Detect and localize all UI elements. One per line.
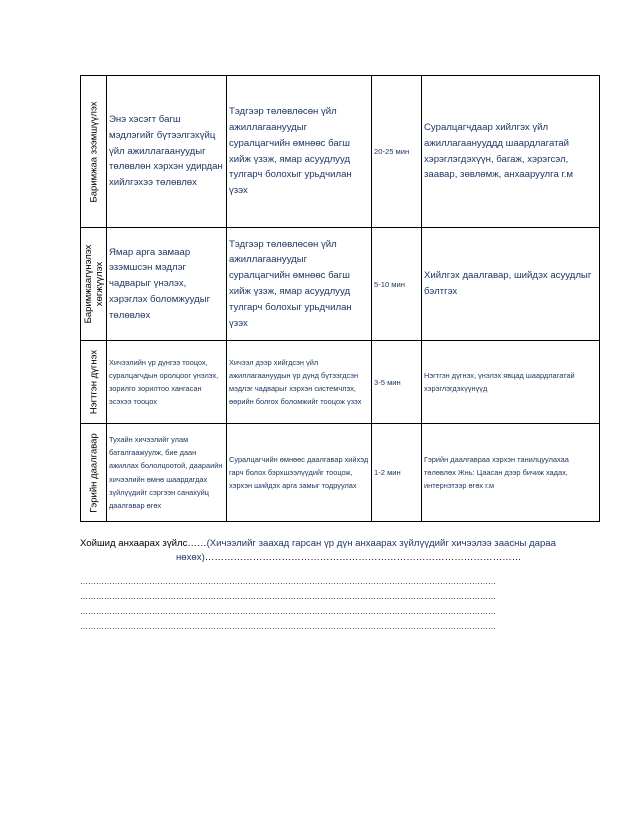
dotted-line: ………………………………………………………………………………………………………………………………………… (80, 577, 496, 586)
stage-cell (81, 341, 107, 424)
stage-cell (81, 424, 107, 522)
stage-label: Гэрийн даалгавар (88, 432, 99, 513)
table-row (81, 341, 600, 424)
lesson-plan-table (80, 75, 600, 522)
resources-cell: Хийлгэх даалгавар, шийдэх асуудлыг бэлтгэх (422, 228, 600, 341)
table-row (81, 76, 600, 228)
future-notes-ellipsis: …… (187, 538, 207, 549)
future-notes-label: Хойшид анхаарах зүйлс (80, 538, 188, 549)
goal-cell: Ямар арга замаар эзэмшсэн мэдлэг чадварыг үнэлэх, хэрэглэх боломжуудыг төлөвлөх (107, 228, 227, 341)
time-cell: 1-2 мин (372, 424, 422, 522)
resources-cell: Нэгтгэн дүгнэх, үнэлэх явцад шаардлагатай хэрэглэгдэхүүнүүд (422, 341, 600, 424)
activity-cell: Тэдгээр төлөвлөсөн үйл ажиллагаануудыг суралцагчийн өмнөөс багш хийж үзэж, ямар асуудлууд тулгарч болохыг урьдчилан үзэх (227, 228, 372, 341)
table-row (81, 424, 600, 522)
stage-label: Нэгтгэн дүгнэх (88, 349, 99, 415)
dotted-line: ………………………………………………………………………………………………………………………………………… (80, 607, 496, 616)
dotted-line: ………………………………………………………………………………………………………………………………………… (80, 622, 496, 631)
table-row (81, 228, 600, 341)
activity-cell: Тэдгээр төлөвлөсөн үйл ажиллагаануудыг суралцагчийн өмнөөс багш хийж үзэж, ямар асуудлууд тулгарч болохыг урьдчилан үзэх (227, 76, 372, 228)
goal-cell: Тухайн хичээлийг улам баталгаажуулж, бие даан ажиллах бололцоотой, даараийн хичээлийн өмнө шаардагдах зүйлүүдийг сэргээн санахуйц даалгавар өгөх (107, 424, 227, 522)
goal-cell: Энэ хэсэгт багш мэдлэгийг бүтээлгэхүйц үйл ажиллагаануудыг төлөвлөн хэрхэн удирдан хийлгэхээ төлөвлөх (107, 76, 227, 228)
time-cell: 5-10 мин (372, 228, 422, 341)
dotted-line: ………………………………………………………………………………………………………………………………………… (80, 592, 496, 601)
future-notes-heading (80, 537, 610, 565)
goal-cell: Хичээлийн үр дүнгээ тооцох, суралцагчдын оролцоог үнэлэх, зорилго зорилтоо хангасан эсэхээ тооцох (107, 341, 227, 424)
resources-cell: Гэрийн даалгавраа хэрхэн танилцуулахаа төлөвлөх Жнь: Цаасан дээр бичиж хадах, интернэтээр өгөх г.м (422, 424, 600, 522)
activity-cell: Хичээл дээр хийгдсэн үйл ажиллагаануудын үр дүнд бүтээгдсэн мэдлэг чадварыг хэрхэн системчлэх, өөрийн болгох боломжийг тооцож үзэх (227, 341, 372, 424)
activity-cell: Суралцагчийн өмнөөс даалгавар хийхэд гарч болох бэрхшээлүүдийг тооцож, хэрхэн шийдэх арга замыг тодруулах (227, 424, 372, 522)
stage-label-line2: хөгжүүлэх (93, 261, 105, 307)
future-notes-instruction: (Хичээлийг заахад гарсан үр дүн анхаарах зүйлүүдийг хичээлээ заасны дараа (206, 538, 556, 549)
resources-cell: Суралцагчдаар хийлгэх үйл ажиллагаанууддд шаардлагатай хэрэглэгдэхүүн, багаж, хэрэгсэл, заавар, зөвлөмж, анхааруулга г.м (422, 76, 600, 228)
stage-label: Баримжаагүнэлэх (82, 244, 94, 324)
future-notes-instruction-end: нөхөх) (176, 552, 205, 563)
time-cell: 3-5 мин (372, 341, 422, 424)
future-notes-dots: ……………………………………………………………………………………… (204, 552, 522, 563)
stage-cell (81, 228, 107, 341)
time-cell: 20-25 мин (372, 76, 422, 228)
stage-cell (81, 76, 107, 228)
stage-label: Баримжаа зээмшүүлэх (88, 101, 99, 202)
